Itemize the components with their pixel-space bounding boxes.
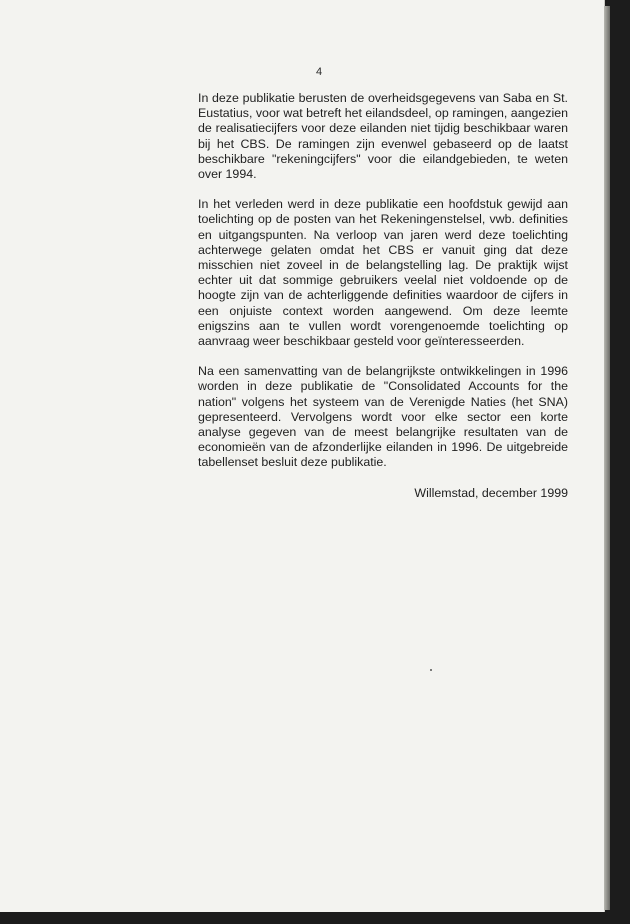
scan-speck xyxy=(430,669,432,671)
page-number: 4 xyxy=(316,66,323,78)
paragraph-intro: In deze publikatie berusten de overheidsgegevens van Saba en St. Eustatius, voor wat betreft het eilandsdeel, op ramingen, aangezien de realisatiecijfers voor deze eilanden niet tijdig beschikbaar waren bij het CBS. De ramingen zijn evenwel gebaseerd op de laatst beschikbare "rekeningcijfers" voor die eilandgebieden, te weten over 1994. xyxy=(198,91,568,182)
page-content xyxy=(198,91,568,501)
signature-place-date: Willemstad, december 1999 xyxy=(414,485,568,500)
page-edge-shadow xyxy=(604,6,610,910)
paragraph-history: In het verleden werd in deze publikatie een hoofdstuk gewijd aan toelichting op de posten van het Rekeningenstelsel, vwb. definities en uitgangspunten. Na verloop van jaren werd deze toelichting achterwege gelaten omdat het CBS er vanuit ging dat deze misschien niet zoveel in de belangstelling lag. De praktijk wijst echter uit dat sommige gebruikers veelal niet voldoende op de hoogte zijn van de achterliggende definities waardoor de cijfers in een onjuiste context worden aangewend. Om deze leemte enigszins aan te vullen wordt vorengenoemde toelichting op aanvraag weer beschikbaar gesteld voor geïnteresseerden. xyxy=(198,197,568,349)
paragraph-summary: Na een samenvatting van de belangrijkste ontwikkelingen in 1996 worden in deze publikatie de "Consolidated Accounts for the nation" volgens het systeem van de Verenigde Naties (het SNA) gepresenteerd. Vervolgens wordt voor elke sector een korte analyse gegeven van de meest belangrijke resultaten van de economieën van de afzonderlijke eilanden in 1996. De uitgebreide tabellenset besluit deze publikatie. xyxy=(198,364,568,470)
